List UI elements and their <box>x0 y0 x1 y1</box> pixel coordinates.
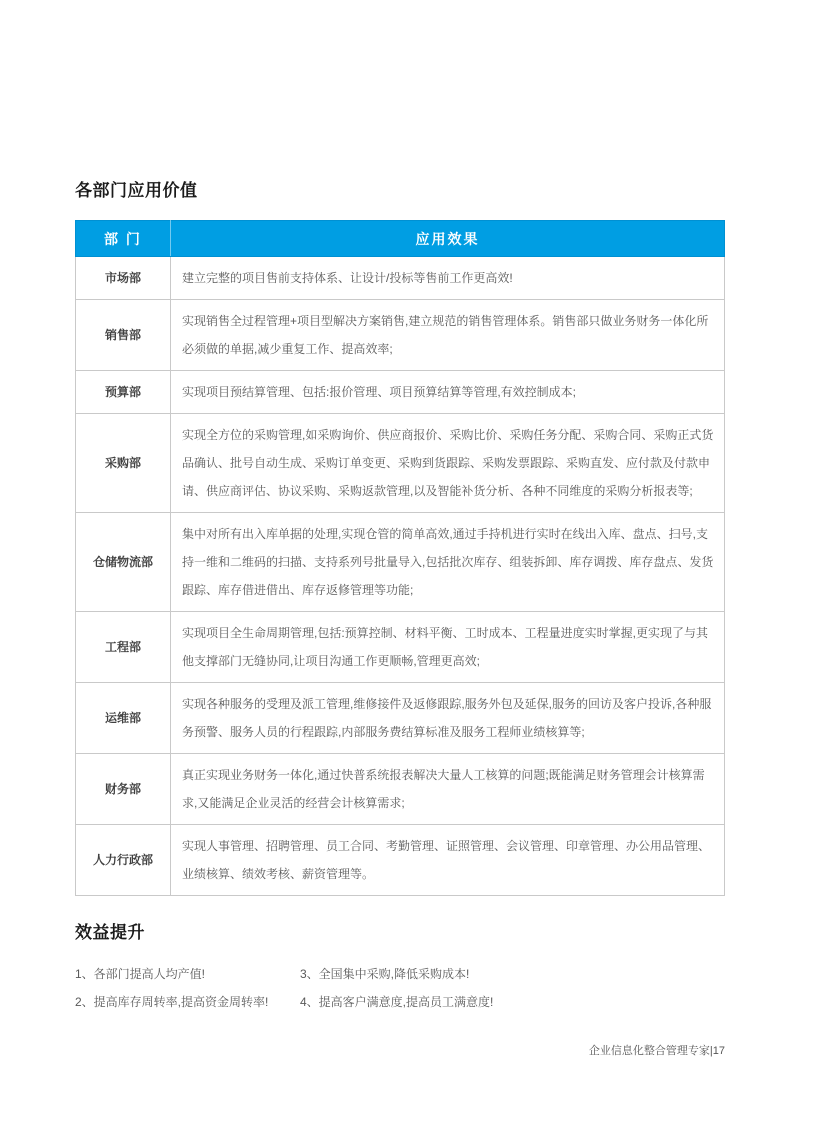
benefit-item: 2、提高库存周转率,提高资金周转率! <box>75 995 269 1009</box>
benefit-item: 3、全国集中采购,降低采购成本! <box>300 967 470 981</box>
table-row <box>76 612 725 683</box>
effect-cell: 实现项目预结算管理、包括:报价管理、项目预算结算等管理,有效控制成本; <box>171 371 725 414</box>
table-header-row <box>76 221 725 257</box>
table-header <box>76 221 725 257</box>
table-row <box>76 513 725 612</box>
benefit-item: 4、提高客户满意度,提高员工满意度! <box>300 995 494 1009</box>
benefits-section <box>75 918 725 1016</box>
effect-cell: 实现全方位的采购管理,如采购询价、供应商报价、采购比价、采购任务分配、采购合同、采购正式货品确认、批号自动生成、采购订单变更、采购到货跟踪、采购发票跟踪、采购直发、应付款及付款申请、供应商评估、协议采购、采购返款管理,以及智能补货分析、各种不同维度的采购分析报表等; <box>171 414 725 513</box>
benefit-item: 1、各部门提高人均产值! <box>75 967 206 981</box>
department-cell: 销售部 <box>76 300 171 371</box>
page-content <box>75 176 725 1016</box>
department-value-table <box>75 220 725 896</box>
table-row <box>76 414 725 513</box>
department-cell: 财务部 <box>76 754 171 825</box>
benefits-list <box>75 960 725 1016</box>
effect-cell: 实现销售全过程管理+项目型解决方案销售,建立规范的销售管理体系。销售部只做业务财务一体化所必须做的单据,减少重复工作、提高效率; <box>171 300 725 371</box>
effect-cell: 真正实现业务财务一体化,通过快普系统报表解决大量人工核算的问题;既能满足财务管理会计核算需求,又能满足企业灵活的经营会计核算需求; <box>171 754 725 825</box>
column-header-department: 部 门 <box>76 221 171 257</box>
department-cell: 工程部 <box>76 612 171 683</box>
department-cell: 市场部 <box>76 257 171 300</box>
table-row <box>76 754 725 825</box>
department-cell: 人力行政部 <box>76 825 171 896</box>
effect-cell: 实现项目全生命周期管理,包括:预算控制、材料平衡、工时成本、工程量进度实时掌握,更实现了与其他支撑部门无缝协同,让项目沟通工作更顺畅,管理更高效; <box>171 612 725 683</box>
department-cell: 仓储物流部 <box>76 513 171 612</box>
page-footer: 企业信息化整合管理专家|17 <box>588 1045 725 1057</box>
department-cell: 预算部 <box>76 371 171 414</box>
section-title-benefits: 效益提升 <box>75 923 145 942</box>
column-header-effect: 应用效果 <box>171 221 725 257</box>
department-cell: 运维部 <box>76 683 171 754</box>
table-row <box>76 300 725 371</box>
table-row <box>76 825 725 896</box>
effect-cell: 集中对所有出入库单据的处理,实现仓管的简单高效,通过手持机进行实时在线出入库、盘点、扫号,支持一维和二维码的扫描、支持系列号批量导入,包括批次库存、组装拆卸、库存调拨、库存盘点、发货跟踪、库存借进借出、库存返修管理等功能; <box>171 513 725 612</box>
effect-cell: 建立完整的项目售前支持体系、让设计/投标等售前工作更高效! <box>171 257 725 300</box>
table-row <box>76 683 725 754</box>
department-cell: 采购部 <box>76 414 171 513</box>
table-row <box>76 257 725 300</box>
effect-cell: 实现各种服务的受理及派工管理,维修接件及返修跟踪,服务外包及延保,服务的回访及客户投诉,各种服务预警、服务人员的行程跟踪,内部服务费结算标准及服务工程师业绩核算等; <box>171 683 725 754</box>
table-row <box>76 371 725 414</box>
section-title-department-value: 各部门应用价值 <box>75 181 198 200</box>
effect-cell: 实现人事管理、招聘管理、员工合同、考勤管理、证照管理、会议管理、印章管理、办公用品管理、业绩核算、绩效考核、薪资管理等。 <box>171 825 725 896</box>
